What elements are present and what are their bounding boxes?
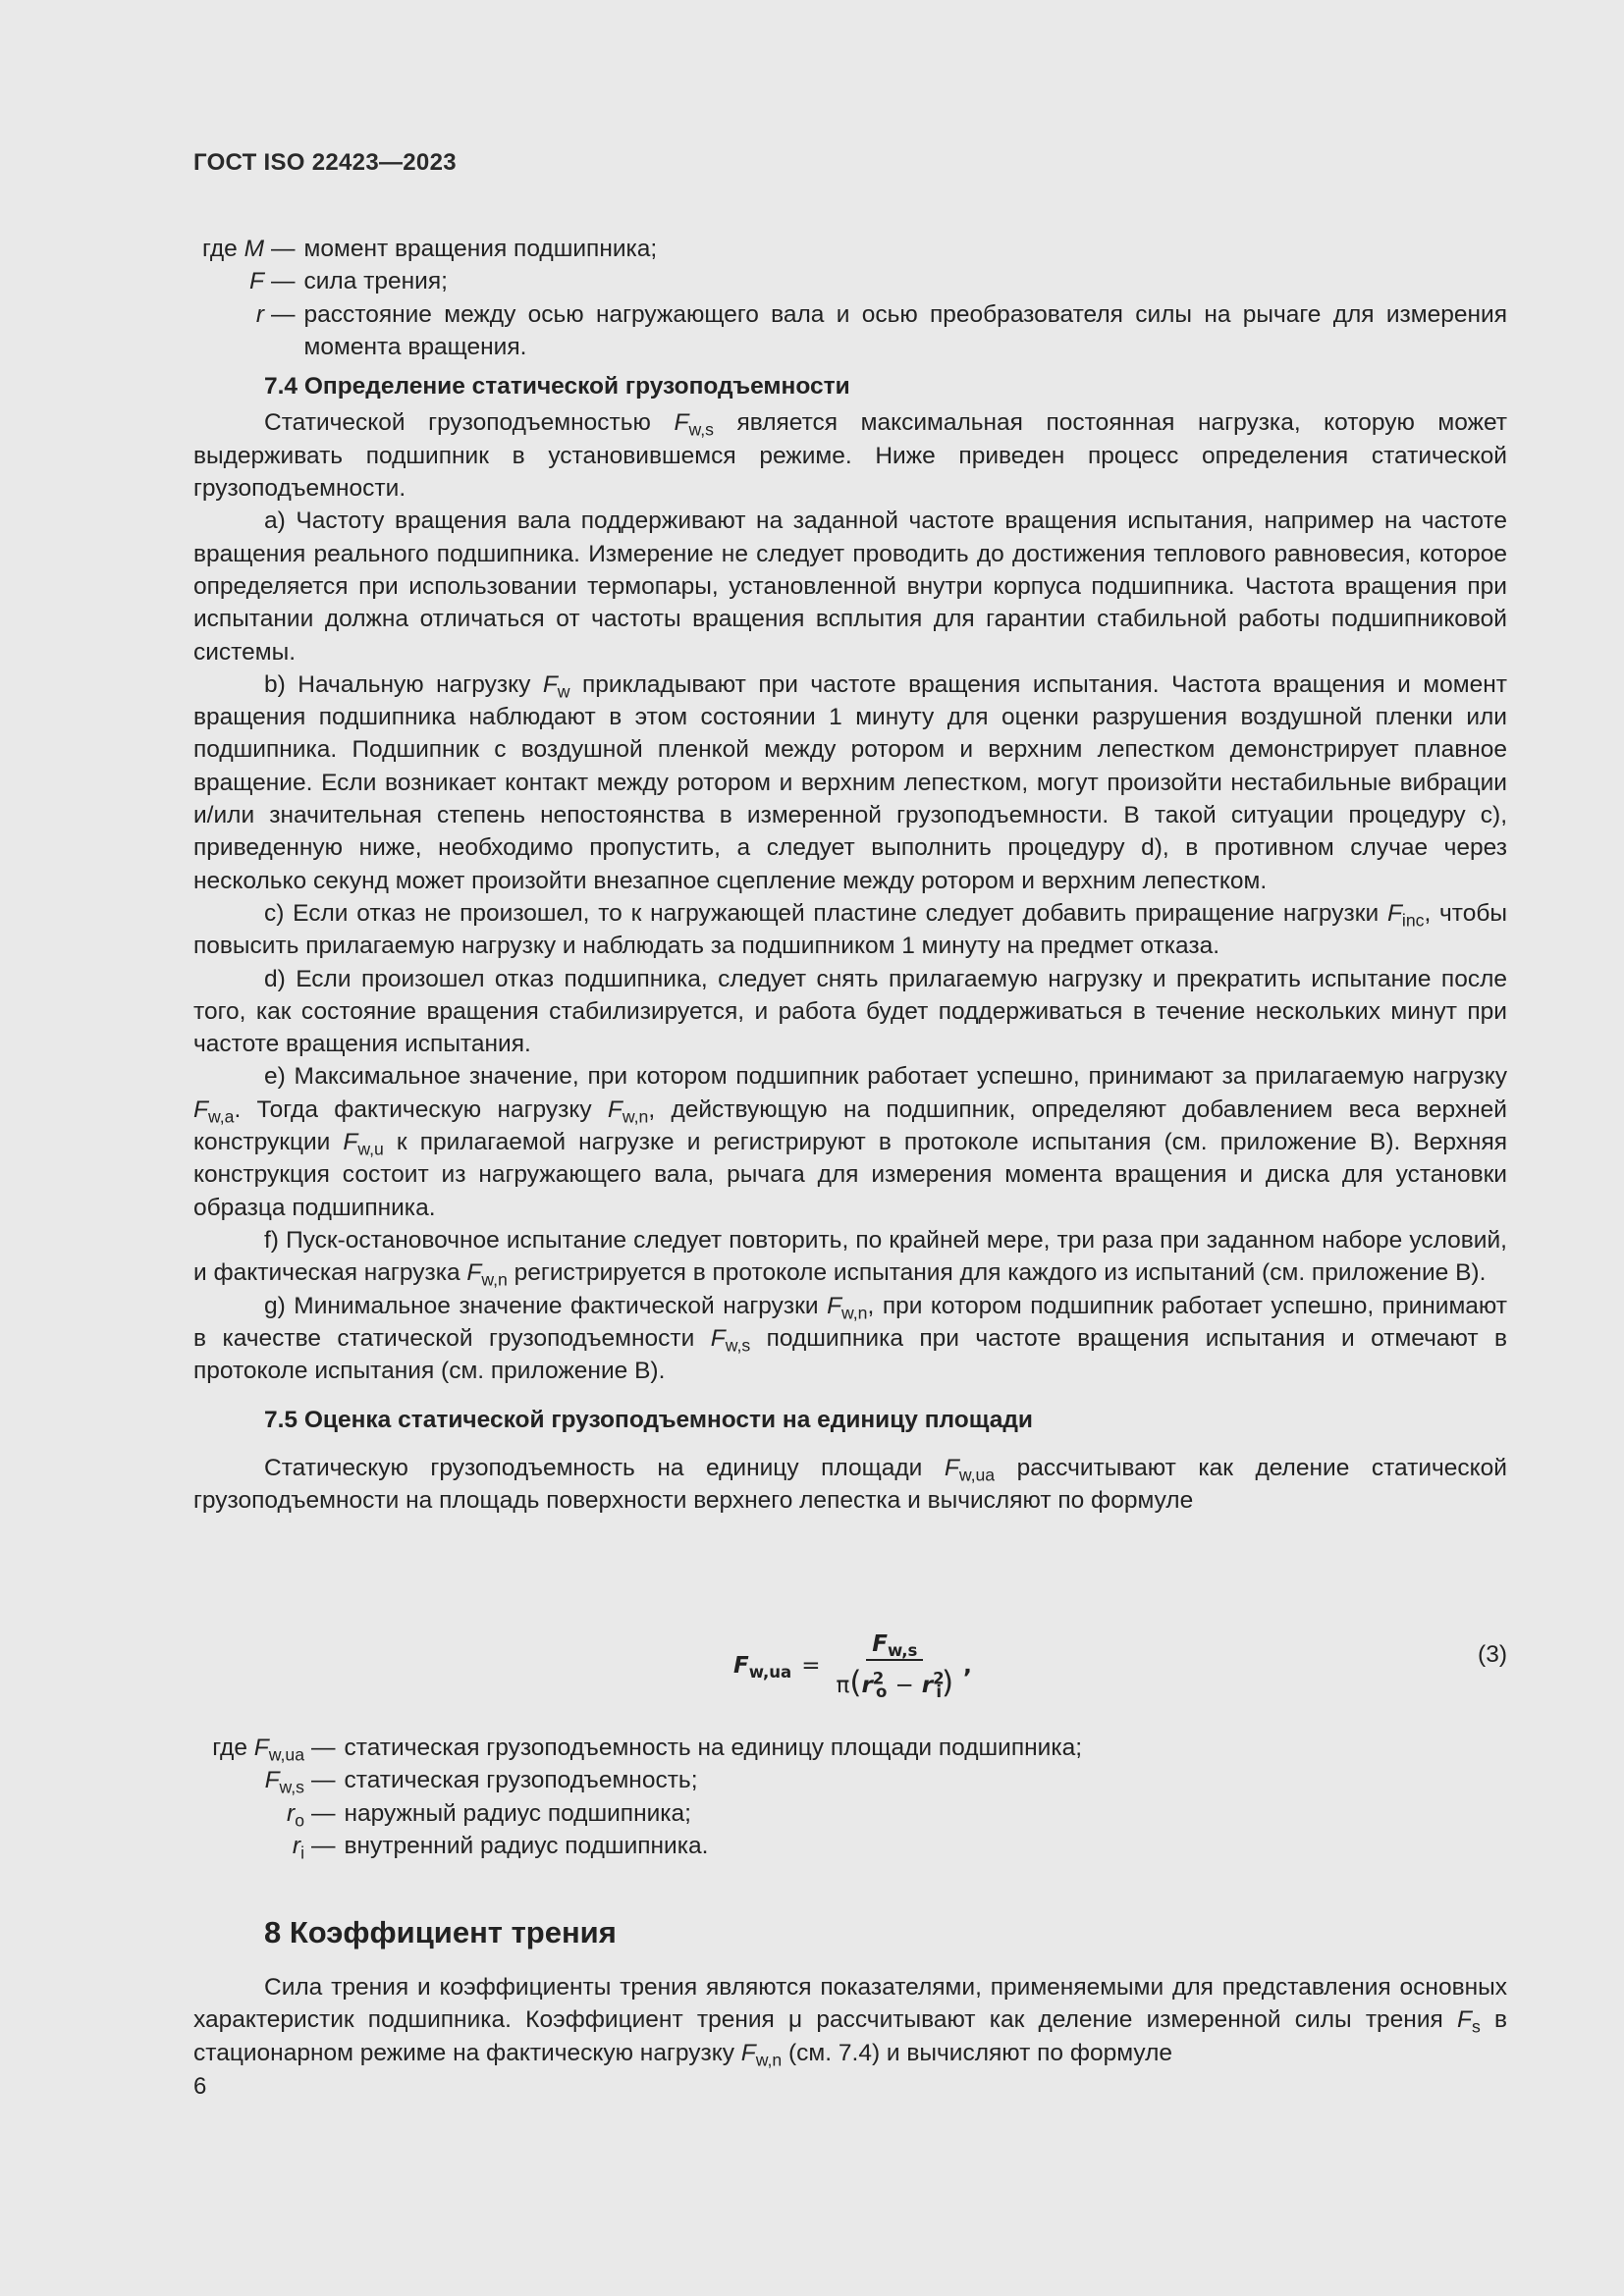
formula-fraction	[830, 1631, 959, 1700]
paragraph-7-4-e: е) Максимальное значение, при котором подшипник работает успешно, принимают за прилагаемую нагрузку $F_{w,a}$. Тогда фактическую нагрузку $F_{w,n}$, действующую на подшипник, определяют добавлением веса верхней конструкции $F_{w,u}$ к прилагаемой нагрузке и регистрируют в протоколе испытания (см. приложение В). Верхняя конструкция состоит из нагружающего вала, рычага для измерения момента вращения и диска для установки образца подшипника.	[193, 1063, 1508, 1221]
formula-lhs: $F_{w,ua}$	[733, 1653, 792, 1682]
section-heading-8: 8 Коэффициент трения	[264, 1915, 617, 1949]
document-title: ГОСТ ISO 22423—2023	[193, 149, 457, 176]
definition-text: статическая грузоподъемность;	[344, 1767, 698, 1794]
definition-item	[193, 233, 1507, 265]
formula-3	[193, 1631, 1507, 1706]
paragraph-7-4-c: с) Если отказ не произошел, то к нагружающей пластине следует добавить приращение нагрузки $F_{inc}$, чтобы повысить прилагаемую нагрузку и наблюдать за подшипником 1 минуту на предмет отказа.	[193, 899, 1507, 960]
definition-text: внутренний радиус подшипника.	[344, 1832, 709, 1859]
definition-dash: —	[271, 268, 296, 295]
definition-text: наружный радиус подшипника;	[344, 1799, 691, 1827]
definition-item	[193, 1764, 1507, 1796]
paragraph-8: Сила трения и коэффициенты трения являются показателями, применяемыми для представления основных характеристик подшипника. Коэффициент трения μ рассчитывают как деление измеренной силы трения $F_s$ в стационарном режиме на фактическую нагрузку $F_{w,n}$ (см. 7.4) и вычисляют по формуле	[193, 1974, 1507, 2069]
definition-item	[193, 1797, 1507, 1830]
paragraph-7-4-b: b) Начальную нагрузку $F_w$ прикладывают при частоте вращения испытания. Частота вращения и момент вращения подшипника наблюдают в этом состоянии 1 минуту для оценки разрушения воздушной пленки или подшипника. Подшипник с воздушной пленкой между ротором и верхним лепестком демонстрирует плавное вращение. Если возникает контакт между ротором и верхним лепестком, могут произойти нестабильные вибрации и/или значительная степень непостоянства в измеренной грузоподъемности. В такой ситуации процедуру с), приведенную ниже, необходимо пропустить, а следует выполнить процедуру d), в противном случае через несколько секунд может произойти внезапное сцепление между ротором и верхним лепестком.	[193, 670, 1507, 894]
definition-symbol: $F_{w,ua}$	[253, 1735, 304, 1765]
definition-dash: —	[311, 1767, 336, 1794]
paragraph-7-4-intro: Статической грузоподъемностью $F_{w,s}$ является максимальная постоянная нагрузка, которую может выдерживать подшипник в установившемся режиме. Ниже приведен процесс определения статической грузоподъемности.	[193, 409, 1507, 503]
paragraph-7-4-a: а) Частоту вращения вала поддерживают на заданной частоте вращения испытания, например на частоте вращения реального подшипника. Измерение не следует проводить до достижения теплового равновесия, которое определяется при использовании термопары, установленной внутри корпуса подшипника. Частота вращения при испытании должна отличаться от частоты вращения всплытия для гарантии стабильной работы подшипниковой системы.	[193, 507, 1507, 666]
formula-denominator: $\pi(r^2_o - r^2_i)$	[836, 1665, 954, 1701]
definition-dash: —	[311, 1799, 336, 1827]
main-text	[193, 233, 1507, 1517]
paragraph-7-5-intro: Статическую грузоподъемность на единицу площади $F_{w,ua}$ рассчитывают как деление статической грузоподъемности на площадь поверхности верхнего лепестка и вычисляют по формуле	[193, 1454, 1507, 1514]
definition-symbol: M	[244, 236, 264, 262]
definition-text: расстояние между осью нагружающего вала и осью преобразователя силы на рычаге для измерения момента вращения.	[303, 300, 1507, 360]
paragraph-7-4-f: f) Пуск-остановочное испытание следует повторить, по крайней мере, три раза при заданном наборе условий, и фактическая нагрузка $F_{w,n}$ регистрируется в протоколе испытания для каждого из испытаний (см. приложение В).	[193, 1226, 1507, 1290]
page-number: 6	[193, 2073, 207, 2100]
section-heading-7-4: 7.4 Определение статической грузоподъемности	[264, 373, 850, 400]
section-heading-7-5: 7.5 Оценка статической грузоподъемности на единицу площади	[264, 1407, 1033, 1434]
definition-symbol: r	[255, 300, 264, 328]
definition-item	[193, 1732, 1507, 1764]
formula-equals: =	[801, 1653, 821, 1679]
paragraph-7-4-d: d) Если произошел отказ подшипника, следует снять прилагаемую нагрузку и прекратить испытание после того, как состояние вращения стабилизируется, и работа будет поддерживаться в течение нескольких минут при частоте вращения испытания.	[193, 965, 1507, 1058]
definition-symbol: F	[249, 268, 264, 295]
definition-item	[193, 298, 1507, 364]
definition-dash: —	[271, 300, 296, 328]
definitions-list-1	[193, 233, 1507, 363]
definition-symbol: $F_{w,s}$	[264, 1767, 304, 1797]
definition-text: статическая грузоподъемность на единицу площади подшипника;	[344, 1735, 1083, 1761]
formula-numerator: $F_{w,s}$	[866, 1631, 923, 1661]
definition-text: момент вращения подшипника;	[303, 236, 658, 262]
definition-dash: —	[311, 1735, 336, 1761]
definition-dash: —	[271, 236, 296, 262]
definition-item	[193, 265, 1507, 297]
paragraph-7-4-g: g) Минимальное значение фактической нагрузки $F_{w,n}$, при котором подшипник работает успешно, принимают в качестве статической грузоподъемности $F_{w,s}$ подшипника при частоте вращения испытания и отмечают в протоколе испытания (см. приложение В).	[193, 1292, 1507, 1385]
definition-lead: где	[212, 1735, 247, 1761]
formula-expression: $F_{w,ua}$ = $\frac{F_{w,s}}{\pi(r^2_o - r^2_i)}$ ,	[733, 1631, 972, 1701]
definition-text: сила трения;	[303, 268, 448, 295]
section-8	[193, 1899, 1507, 2069]
definition-symbol: $r_o$	[287, 1799, 304, 1830]
definition-lead: где	[202, 236, 238, 262]
definition-symbol: $r_i$	[292, 1832, 304, 1863]
definitions-list-2	[193, 1732, 1507, 1868]
equation-number: (3)	[1478, 1641, 1507, 1668]
definition-dash: —	[311, 1832, 336, 1859]
definition-item	[193, 1830, 1507, 1862]
